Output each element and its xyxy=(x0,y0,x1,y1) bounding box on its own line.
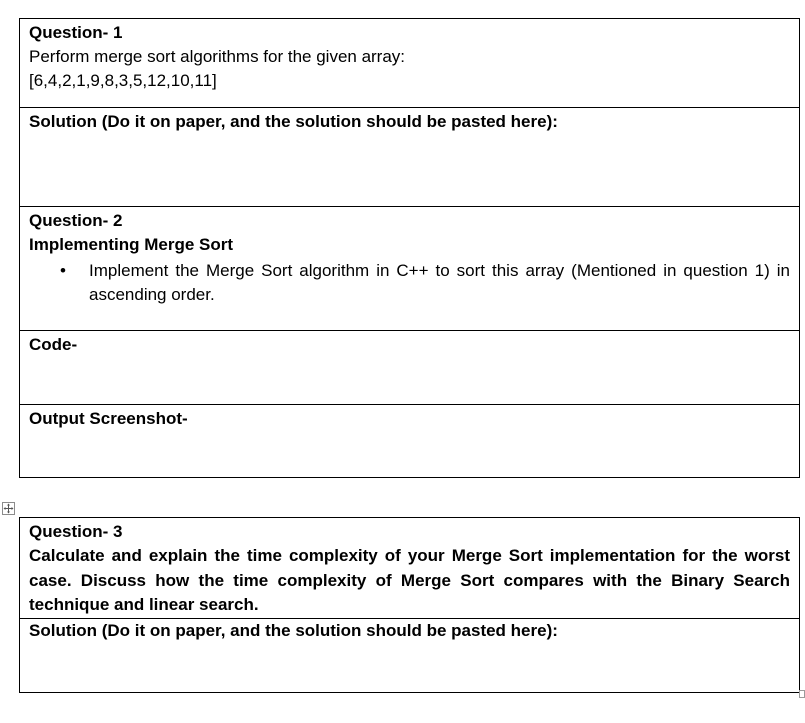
output-screenshot-label: Output Screenshot- xyxy=(29,409,188,428)
output-screenshot-cell[interactable] xyxy=(20,405,800,478)
solution-3-label: Solution (Do it on paper, and the solution should be pasted here): xyxy=(29,620,558,640)
question-3-row xyxy=(20,518,800,619)
resize-handle-icon[interactable] xyxy=(799,690,805,698)
question-3-heading: Question- 3 xyxy=(29,522,123,541)
code-row xyxy=(20,331,800,405)
move-arrows-icon[interactable] xyxy=(2,502,15,515)
question-1-row xyxy=(20,19,800,108)
question-1-heading: Question- 1 xyxy=(29,23,123,42)
solution-3-cell[interactable] xyxy=(20,618,800,692)
question-2-subheading: Implementing Merge Sort xyxy=(29,235,234,254)
question-3-cell[interactable] xyxy=(20,518,800,619)
question-2-row xyxy=(20,207,800,331)
question-2-bullet-list xyxy=(29,259,790,307)
solution-1-cell[interactable] xyxy=(20,108,800,207)
solution-3-row xyxy=(20,618,800,692)
output-screenshot-row xyxy=(20,405,800,478)
assignment-table-2 xyxy=(19,517,800,693)
question-1-array: [6,4,2,1,9,8,3,5,12,10,11] xyxy=(29,71,217,90)
question-1-text: Perform merge sort algorithms for the given array: xyxy=(29,47,406,66)
solution-1-label: Solution (Do it on paper, and the solution should be pasted here): xyxy=(29,112,558,131)
assignment-table-1 xyxy=(19,18,800,478)
question-2-heading: Question- 2 xyxy=(29,211,123,230)
question-2-bullet-item xyxy=(29,259,790,307)
code-label: Code- xyxy=(29,335,78,354)
question-1-cell[interactable] xyxy=(20,19,800,108)
bullet-icon: • xyxy=(60,261,66,280)
code-cell[interactable] xyxy=(20,331,800,405)
question-2-cell[interactable] xyxy=(20,207,800,331)
question-3-text: Calculate and explain the time complexity of your Merge Sort implementation for the worst case. Discuss how the time complexity of Merge Sort compares with the Binary Search technique and linear search. xyxy=(29,546,790,614)
solution-1-row xyxy=(20,108,800,207)
question-2-bullet-text: Implement the Merge Sort algorithm in C++ to sort this array (Mentioned in question 1) in ascending order. xyxy=(89,261,790,304)
